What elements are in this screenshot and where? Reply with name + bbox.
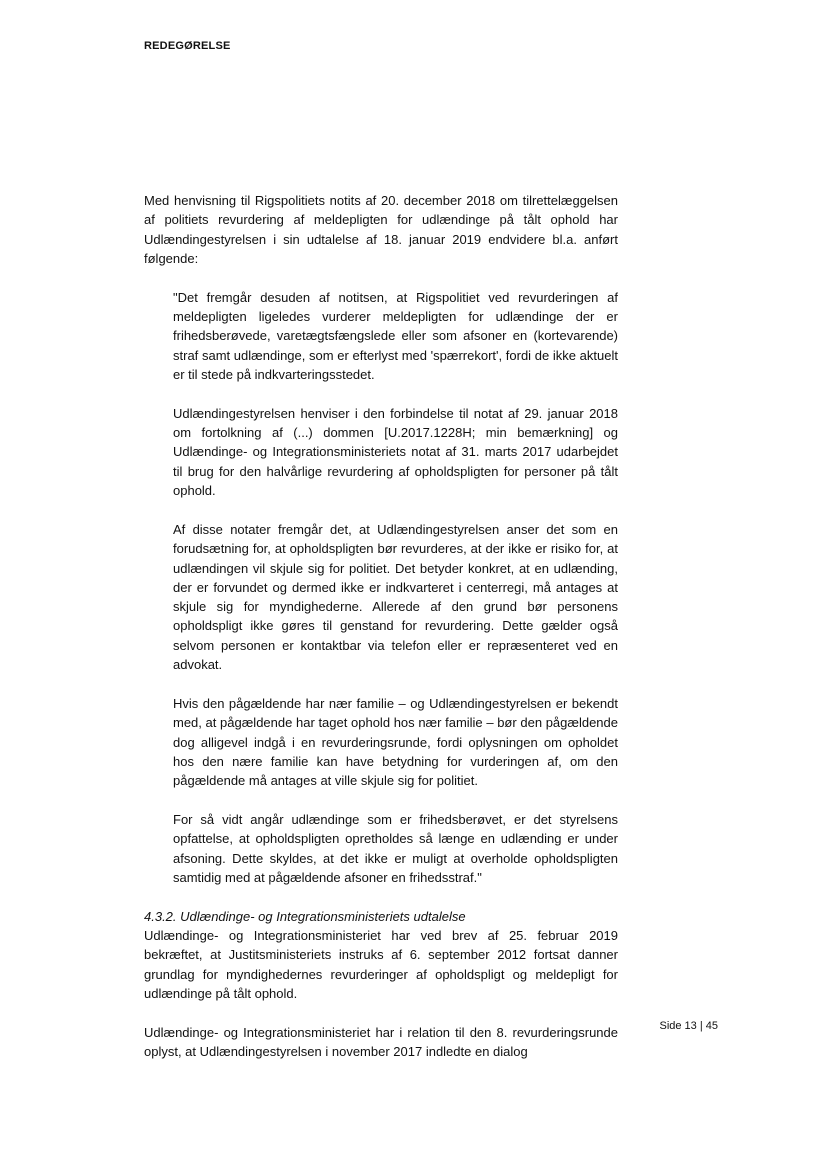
section-heading: 4.3.2. Udlændinge- og Integrationsministeriets udtalelse: [144, 908, 466, 924]
page-number: Side 13 | 45: [659, 1020, 718, 1032]
quote-paragraph: Hvis den pågældende har nær familie – og Udlændingestyrelsen er bekendt med, at pågældende har taget ophold hos nær familie – bør den pågældende dog alligevel indgå i en revurderingsrunde, fordi oplysningen om opholdet hos den nære familie kan have betydning for vurderingen af, om den pågældende må antages at ville skjule sig for politiet.: [173, 695, 618, 789]
document-header: REDEGØRELSE: [144, 40, 231, 52]
quote-paragraph: "Det fremgår desuden af notitsen, at Rigspolitiet ved revurderingen af meldepligten ligeledes vurderer meldepligten for udlændinge der er frihedsberøvede, varetægtsfængslede eller som afsoner en (kortevarende) straf samt udlændinge, som er efterlyst med 'spærrekort', fordi de ikke aktuelt er til stede på indkvarteringsstedet.: [173, 289, 618, 382]
intro-paragraph: Med henvisning til Rigspolitiets notits af 20. december 2018 om tilrettelæggelsen af politiets revurdering af meldepligten for udlændinge på tålt ophold har Udlændingestyrelsen i sin udtalelse af 18. januar 2019 endvidere bl.a. anført følgende:: [144, 193, 618, 266]
quote-paragraph: Udlændingestyrelsen henviser i den forbindelse til notat af 29. januar 2018 om fortolkning af (...) dommen [U.2017.1228H; min bemærkning] og Udlændinge- og Integrationsministeriets notat af 31. marts 2017 udarbejdet til brug for den halvårlige revurdering af opholdspligten for personer på tålt ophold.: [173, 405, 618, 499]
section-paragraph: Udlændinge- og Integrationsministeriet har i relation til den 8. revurderingsrunde oplyst, at Udlændingestyrelsen i november 2017 indledte en dialog: [144, 1024, 618, 1060]
section-paragraph: Udlændinge- og Integrationsministeriet har ved brev af 25. februar 2019 bekræftet, at Justitsministeriets instruks af 6. september 2012 fortsat danner grundlag for myndighedernes revurderinger af opholdspligt og meldepligt for udlændinge på tålt ophold.: [144, 928, 618, 1001]
quote-paragraph: Af disse notater fremgår det, at Udlændingestyrelsen anser det som en forudsætning for, at opholdspligten bør revurderes, at der ikke er risiko for, at udlændingen vil skjule sig for politiet. Det betyder konkret, at en udlænding, der er forvundet og dermed ikke er indkvarteret i centerregi, må antages at skjule sig for myndighederne. Allerede af den grund bør personens opholdspligt ikke gøres til genstand for revurdering. Dette gælder også selvom personen er kontaktbar via telefon eller er repræsenteret ved en advokat.: [173, 521, 618, 673]
document-body: [144, 191, 618, 1081]
quote-block: [173, 288, 618, 887]
quote-paragraph: For så vidt angår udlændinge som er frihedsberøvet, er det styrelsens opfattelse, at opholdspligten opretholdes så længe en udlænding er under afsoning. Dette skyldes, at det ikke er muligt at overholde opholdspligten samtidig med at pågældende afsoner en frihedsstraf.": [173, 811, 618, 885]
